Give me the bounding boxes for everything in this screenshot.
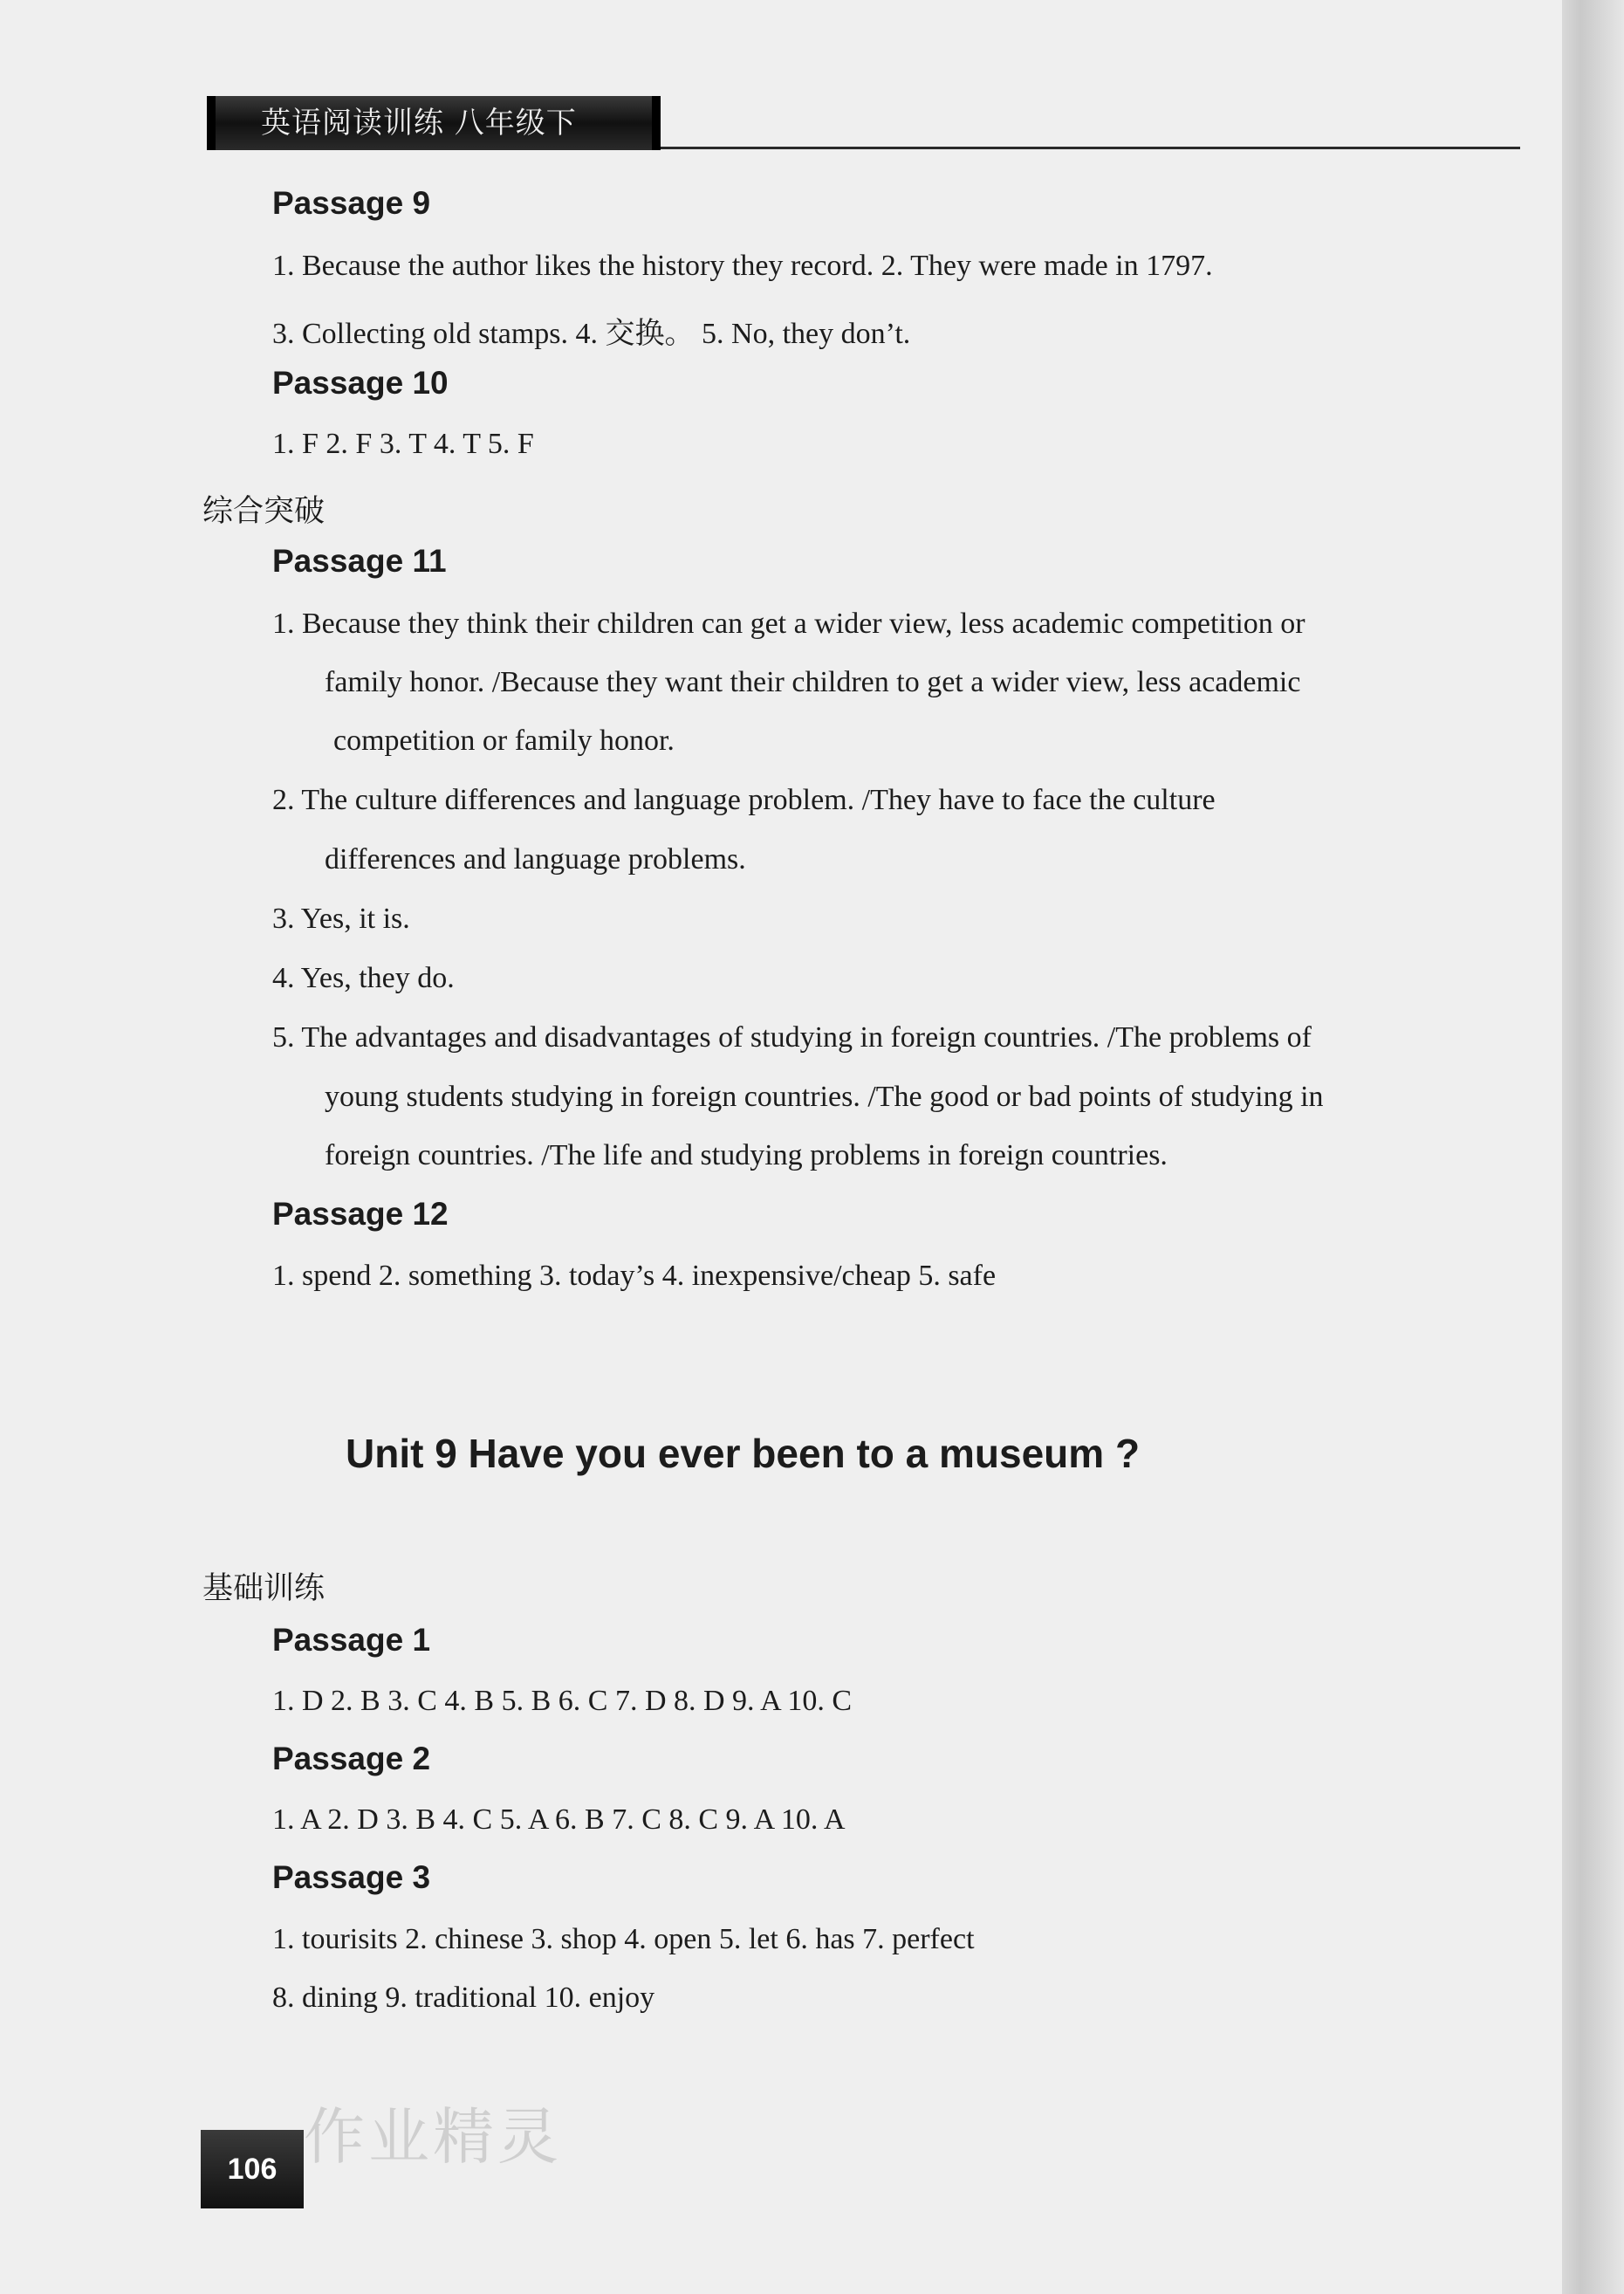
section-heading-zonghe: 综合突破 (202, 494, 325, 529)
passage-11-line-10: foreign countries. /The life and studying problems in foreign countries. (325, 1139, 1168, 1171)
passage-11-line-9: young students studying in foreign countries. /The good or bad points of studying in (325, 1081, 1324, 1113)
passage-2-title: Passage 2 (272, 1741, 431, 1776)
page-number: 106 (201, 2130, 304, 2208)
passage-9-title: Passage 9 (272, 185, 431, 221)
header-banner (207, 96, 661, 150)
passage-11-line-3: competition or family honor. (333, 725, 675, 757)
header-edge-right (652, 96, 661, 150)
passage-10-title: Passage 10 (272, 365, 449, 401)
passage-9-line-1: 1. Because the author likes the history they record. 2. They were made in 1797. (272, 250, 1213, 282)
section-heading-jichu: 基础训练 (202, 1571, 325, 1606)
passage-1-title: Passage 1 (272, 1622, 431, 1658)
unit-9-title: Unit 9 Have you ever been to a museum ? (346, 1431, 1141, 1476)
passage-3-line-2: 8. dining 9. traditional 10. enjoy (272, 1981, 655, 2014)
watermark-text: 作业精灵 (304, 2101, 562, 2173)
header-edge-left (207, 96, 216, 150)
passage-10-line-1: 1. F 2. F 3. T 4. T 5. F (272, 428, 534, 460)
passage-11-line-1: 1. Because they think their children can get a wider view, less academic competition or (272, 608, 1305, 640)
passage-12-line-1: 1. spend 2. something 3. today’s 4. inexpensive/cheap 5. safe (272, 1260, 997, 1292)
passage-9-line-2: 3. Collecting old stamps. 4. 交换。 5. No, they don’t. (272, 318, 911, 350)
passage-11-title: Passage 11 (272, 543, 447, 579)
header-title: 英语阅读训练 八年级下 (261, 106, 577, 141)
page-edge-shadow (1562, 0, 1624, 2294)
passage-11-line-7: 4. Yes, they do. (272, 962, 455, 994)
passage-12-title: Passage 12 (272, 1196, 449, 1232)
passage-3-title: Passage 3 (272, 1859, 431, 1895)
passage-1-line-1: 1. D 2. B 3. C 4. B 5. B 6. C 7. D 8. D 9. A 10. C (272, 1685, 853, 1717)
passage-11-line-8: 5. The advantages and disadvantages of studying in foreign countries. /The problems of (272, 1021, 1312, 1054)
passage-11-line-4: 2. The culture differences and language problem. /They have to face the culture (272, 784, 1216, 816)
passage-11-line-5: differences and language problems. (325, 843, 746, 876)
passage-11-line-2: family honor. /Because they want their children to get a wider view, less academic (325, 666, 1301, 698)
passage-3-line-1: 1. tourisits 2. chinese 3. shop 4. open 5. let 6. has 7. perfect (272, 1923, 975, 1955)
header-rule (661, 147, 1520, 149)
passage-2-line-1: 1. A 2. D 3. B 4. C 5. A 6. B 7. C 8. C 9. A 10. A (272, 1803, 846, 1836)
passage-11-line-6: 3. Yes, it is. (272, 903, 410, 935)
